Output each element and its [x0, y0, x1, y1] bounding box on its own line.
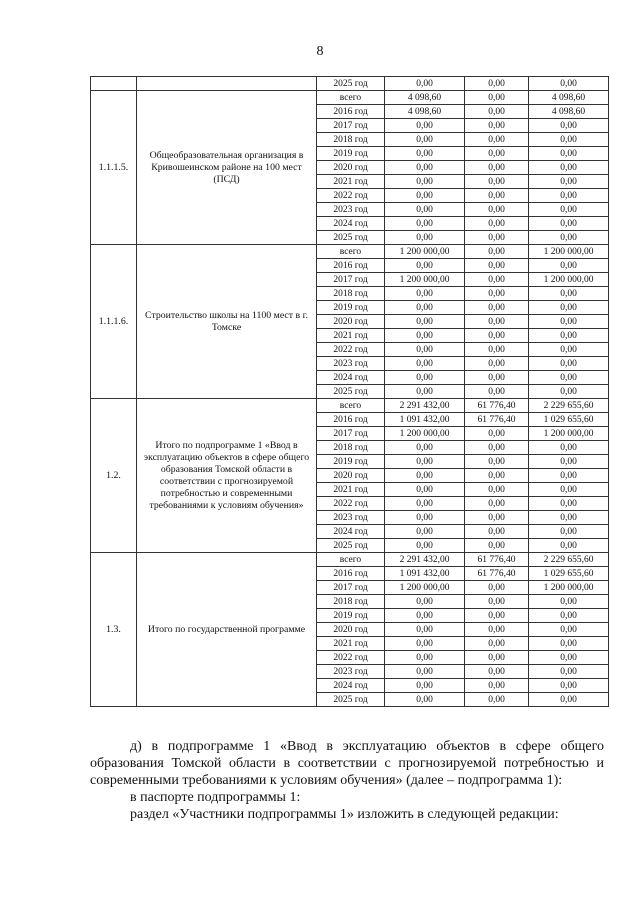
- year-cell: 2024 год: [317, 679, 385, 693]
- year-cell: 2016 год: [317, 105, 385, 119]
- year-cell: 2016 год: [317, 413, 385, 427]
- regional-cell: 0,00: [529, 161, 609, 175]
- page-number: 8: [316, 44, 324, 59]
- federal-cell: 0,00: [465, 371, 529, 385]
- federal-cell: 0,00: [465, 133, 529, 147]
- total-cell: 0,00: [385, 133, 465, 147]
- table-row: [91, 399, 609, 413]
- federal-cell: 61 776,40: [465, 553, 529, 567]
- year-cell: 2022 год: [317, 189, 385, 203]
- year-cell: 2019 год: [317, 301, 385, 315]
- regional-cell: 0,00: [529, 217, 609, 231]
- federal-cell: 0,00: [465, 245, 529, 259]
- year-cell: 2023 год: [317, 357, 385, 371]
- federal-cell: 0,00: [465, 665, 529, 679]
- regional-cell: 0,00: [529, 301, 609, 315]
- regional-cell: 0,00: [529, 231, 609, 245]
- regional-cell: 0,00: [529, 511, 609, 525]
- total-cell: 0,00: [385, 525, 465, 539]
- total-cell: 0,00: [385, 77, 465, 91]
- total-cell: 0,00: [385, 679, 465, 693]
- federal-cell: 0,00: [465, 91, 529, 105]
- year-cell: 2019 год: [317, 455, 385, 469]
- regional-cell: 1 200 000,00: [529, 581, 609, 595]
- paragraph-section: раздел «Участники подпрограммы 1» изложить в следующей редакции:: [130, 807, 559, 822]
- regional-cell: 0,00: [529, 679, 609, 693]
- regional-cell: 0,00: [529, 665, 609, 679]
- year-cell: 2025 год: [317, 539, 385, 553]
- total-cell: 1 091 432,00: [385, 567, 465, 581]
- year-cell: 2021 год: [317, 637, 385, 651]
- total-cell: 2 291 432,00: [385, 553, 465, 567]
- year-cell: 2023 год: [317, 511, 385, 525]
- total-cell: 0,00: [385, 343, 465, 357]
- year-cell: 2017 год: [317, 119, 385, 133]
- federal-cell: 0,00: [465, 637, 529, 651]
- regional-cell: 0,00: [529, 693, 609, 707]
- total-cell: 0,00: [385, 329, 465, 343]
- federal-cell: 61 776,40: [465, 567, 529, 581]
- regional-cell: 0,00: [529, 469, 609, 483]
- regional-cell: 0,00: [529, 623, 609, 637]
- total-cell: 1 200 000,00: [385, 581, 465, 595]
- regional-cell: 0,00: [529, 329, 609, 343]
- total-cell: 0,00: [385, 623, 465, 637]
- year-cell: 2019 год: [317, 147, 385, 161]
- item-code: 1.1.1.5.: [91, 91, 137, 245]
- federal-cell: 0,00: [465, 273, 529, 287]
- regional-cell: 0,00: [529, 287, 609, 301]
- federal-cell: 0,00: [465, 623, 529, 637]
- federal-cell: 0,00: [465, 231, 529, 245]
- regional-cell: 0,00: [529, 637, 609, 651]
- federal-cell: 0,00: [465, 119, 529, 133]
- item-description: Строительство школы на 1100 мест в г. Томске: [137, 245, 317, 399]
- total-cell: 0,00: [385, 693, 465, 707]
- regional-cell: 2 229 655,60: [529, 399, 609, 413]
- regional-cell: 0,00: [529, 133, 609, 147]
- federal-cell: 0,00: [465, 483, 529, 497]
- total-cell: 0,00: [385, 175, 465, 189]
- year-cell: 2020 год: [317, 623, 385, 637]
- item-description: Общеобразовательная организация в Кривошеинском районе на 100 мест (ПСД): [137, 91, 317, 245]
- regional-cell: 1 029 655,60: [529, 413, 609, 427]
- federal-cell: 0,00: [465, 427, 529, 441]
- total-cell: 0,00: [385, 203, 465, 217]
- regional-cell: 0,00: [529, 441, 609, 455]
- year-cell: 2017 год: [317, 581, 385, 595]
- year-cell: 2022 год: [317, 343, 385, 357]
- federal-cell: 0,00: [465, 539, 529, 553]
- item-description: Итого по подпрограмме 1 «Ввод в эксплуатацию объектов в сфере общего образования Томской области в соответствии с прогнозируемой потребностью и современными требованиями к условиям обучения»: [137, 399, 317, 553]
- regional-cell: 0,00: [529, 455, 609, 469]
- item-code: 1.3.: [91, 553, 137, 707]
- item-code: 1.2.: [91, 399, 137, 553]
- federal-cell: 61 776,40: [465, 413, 529, 427]
- total-cell: 1 091 432,00: [385, 413, 465, 427]
- federal-cell: 0,00: [465, 343, 529, 357]
- regional-cell: 0,00: [529, 357, 609, 371]
- table-row: [91, 91, 609, 105]
- regional-cell: 0,00: [529, 189, 609, 203]
- regional-cell: 0,00: [529, 385, 609, 399]
- total-cell: 0,00: [385, 511, 465, 525]
- federal-cell: 0,00: [465, 161, 529, 175]
- year-cell: 2018 год: [317, 287, 385, 301]
- total-cell: 0,00: [385, 469, 465, 483]
- federal-cell: 0,00: [465, 581, 529, 595]
- year-cell: 2020 год: [317, 161, 385, 175]
- year-cell: 2021 год: [317, 329, 385, 343]
- federal-cell: 0,00: [465, 217, 529, 231]
- total-cell: 4 098,60: [385, 105, 465, 119]
- total-cell: 0,00: [385, 119, 465, 133]
- federal-cell: 0,00: [465, 511, 529, 525]
- item-code: 1.1.1.6.: [91, 245, 137, 399]
- total-cell: 0,00: [385, 595, 465, 609]
- regional-cell: 0,00: [529, 175, 609, 189]
- year-cell: 2024 год: [317, 217, 385, 231]
- total-cell: 0,00: [385, 259, 465, 273]
- year-cell: 2025 год: [317, 693, 385, 707]
- total-cell: 1 200 000,00: [385, 245, 465, 259]
- total-cell: 1 200 000,00: [385, 273, 465, 287]
- table-row: [91, 77, 609, 91]
- table-row: [91, 245, 609, 259]
- total-cell: 0,00: [385, 651, 465, 665]
- body-text: [90, 738, 604, 823]
- federal-cell: 0,00: [465, 287, 529, 301]
- year-cell: 2025 год: [317, 385, 385, 399]
- year-cell: 2021 год: [317, 175, 385, 189]
- regional-cell: 0,00: [529, 147, 609, 161]
- year-cell: 2019 год: [317, 609, 385, 623]
- year-cell: 2021 год: [317, 483, 385, 497]
- year-cell: 2018 год: [317, 595, 385, 609]
- federal-cell: 0,00: [465, 189, 529, 203]
- year-cell: 2018 год: [317, 133, 385, 147]
- regional-cell: 0,00: [529, 259, 609, 273]
- regional-cell: 1 200 000,00: [529, 427, 609, 441]
- regional-cell: 0,00: [529, 315, 609, 329]
- federal-cell: 0,00: [465, 203, 529, 217]
- total-cell: 0,00: [385, 609, 465, 623]
- year-cell: 2017 год: [317, 427, 385, 441]
- federal-cell: 0,00: [465, 77, 529, 91]
- regional-cell: 4 098,60: [529, 91, 609, 105]
- regional-cell: 2 229 655,60: [529, 553, 609, 567]
- regional-cell: 1 200 000,00: [529, 273, 609, 287]
- year-cell: всего: [317, 91, 385, 105]
- total-cell: 0,00: [385, 497, 465, 511]
- regional-cell: 0,00: [529, 119, 609, 133]
- year-cell: 2025 год: [317, 77, 385, 91]
- total-cell: 4 098,60: [385, 91, 465, 105]
- regional-cell: 0,00: [529, 525, 609, 539]
- federal-cell: 0,00: [465, 175, 529, 189]
- federal-cell: 0,00: [465, 329, 529, 343]
- federal-cell: 0,00: [465, 651, 529, 665]
- regional-cell: 0,00: [529, 609, 609, 623]
- total-cell: 0,00: [385, 385, 465, 399]
- regional-cell: 0,00: [529, 595, 609, 609]
- regional-cell: 0,00: [529, 77, 609, 91]
- year-cell: 2024 год: [317, 525, 385, 539]
- item-description: Итого по государственной программе: [137, 553, 317, 707]
- federal-cell: 0,00: [465, 385, 529, 399]
- regional-cell: 0,00: [529, 483, 609, 497]
- year-cell: 2024 год: [317, 371, 385, 385]
- regional-cell: 0,00: [529, 203, 609, 217]
- total-cell: 0,00: [385, 147, 465, 161]
- total-cell: 0,00: [385, 371, 465, 385]
- year-cell: всего: [317, 245, 385, 259]
- federal-cell: 0,00: [465, 259, 529, 273]
- federal-cell: 61 776,40: [465, 399, 529, 413]
- regional-cell: 0,00: [529, 539, 609, 553]
- federal-cell: 0,00: [465, 315, 529, 329]
- regional-cell: 4 098,60: [529, 105, 609, 119]
- total-cell: 0,00: [385, 357, 465, 371]
- year-cell: 2016 год: [317, 567, 385, 581]
- federal-cell: 0,00: [465, 441, 529, 455]
- total-cell: 0,00: [385, 217, 465, 231]
- year-cell: 2025 год: [317, 231, 385, 245]
- year-cell: 2017 год: [317, 273, 385, 287]
- federal-cell: 0,00: [465, 469, 529, 483]
- paragraph-passport: в паспорте подпрограммы 1:: [130, 790, 301, 805]
- total-cell: 0,00: [385, 301, 465, 315]
- table-row: [91, 553, 609, 567]
- federal-cell: 0,00: [465, 357, 529, 371]
- regional-cell: 0,00: [529, 371, 609, 385]
- federal-cell: 0,00: [465, 595, 529, 609]
- regional-cell: 0,00: [529, 343, 609, 357]
- regional-cell: 0,00: [529, 651, 609, 665]
- total-cell: 0,00: [385, 189, 465, 203]
- federal-cell: 0,00: [465, 525, 529, 539]
- year-cell: всего: [317, 399, 385, 413]
- year-cell: 2020 год: [317, 315, 385, 329]
- year-cell: 2022 год: [317, 497, 385, 511]
- year-cell: 2023 год: [317, 203, 385, 217]
- total-cell: 0,00: [385, 455, 465, 469]
- year-cell: 2016 год: [317, 259, 385, 273]
- total-cell: 0,00: [385, 539, 465, 553]
- federal-cell: 0,00: [465, 497, 529, 511]
- year-cell: всего: [317, 553, 385, 567]
- year-cell: 2018 год: [317, 441, 385, 455]
- federal-cell: 0,00: [465, 679, 529, 693]
- year-cell: 2022 год: [317, 651, 385, 665]
- federal-cell: 0,00: [465, 301, 529, 315]
- budget-table: [90, 76, 609, 707]
- regional-cell: 1 029 655,60: [529, 567, 609, 581]
- federal-cell: 0,00: [465, 693, 529, 707]
- total-cell: 0,00: [385, 231, 465, 245]
- paragraph-d: д) в подпрограмме 1 «Ввод в эксплуатацию объектов в сфере общего образования Томской области в соответствии с прогнозируемой потребностью и современными требованиями к условиям обучения» (далее – подпрограмма 1):: [90, 739, 604, 788]
- total-cell: 0,00: [385, 161, 465, 175]
- regional-cell: 1 200 000,00: [529, 245, 609, 259]
- federal-cell: 0,00: [465, 147, 529, 161]
- total-cell: 0,00: [385, 315, 465, 329]
- year-cell: 2020 год: [317, 469, 385, 483]
- regional-cell: 0,00: [529, 497, 609, 511]
- total-cell: 1 200 000,00: [385, 427, 465, 441]
- federal-cell: 0,00: [465, 609, 529, 623]
- year-cell: 2023 год: [317, 665, 385, 679]
- total-cell: 0,00: [385, 483, 465, 497]
- total-cell: 0,00: [385, 441, 465, 455]
- federal-cell: 0,00: [465, 105, 529, 119]
- total-cell: 2 291 432,00: [385, 399, 465, 413]
- federal-cell: 0,00: [465, 455, 529, 469]
- total-cell: 0,00: [385, 637, 465, 651]
- total-cell: 0,00: [385, 287, 465, 301]
- total-cell: 0,00: [385, 665, 465, 679]
